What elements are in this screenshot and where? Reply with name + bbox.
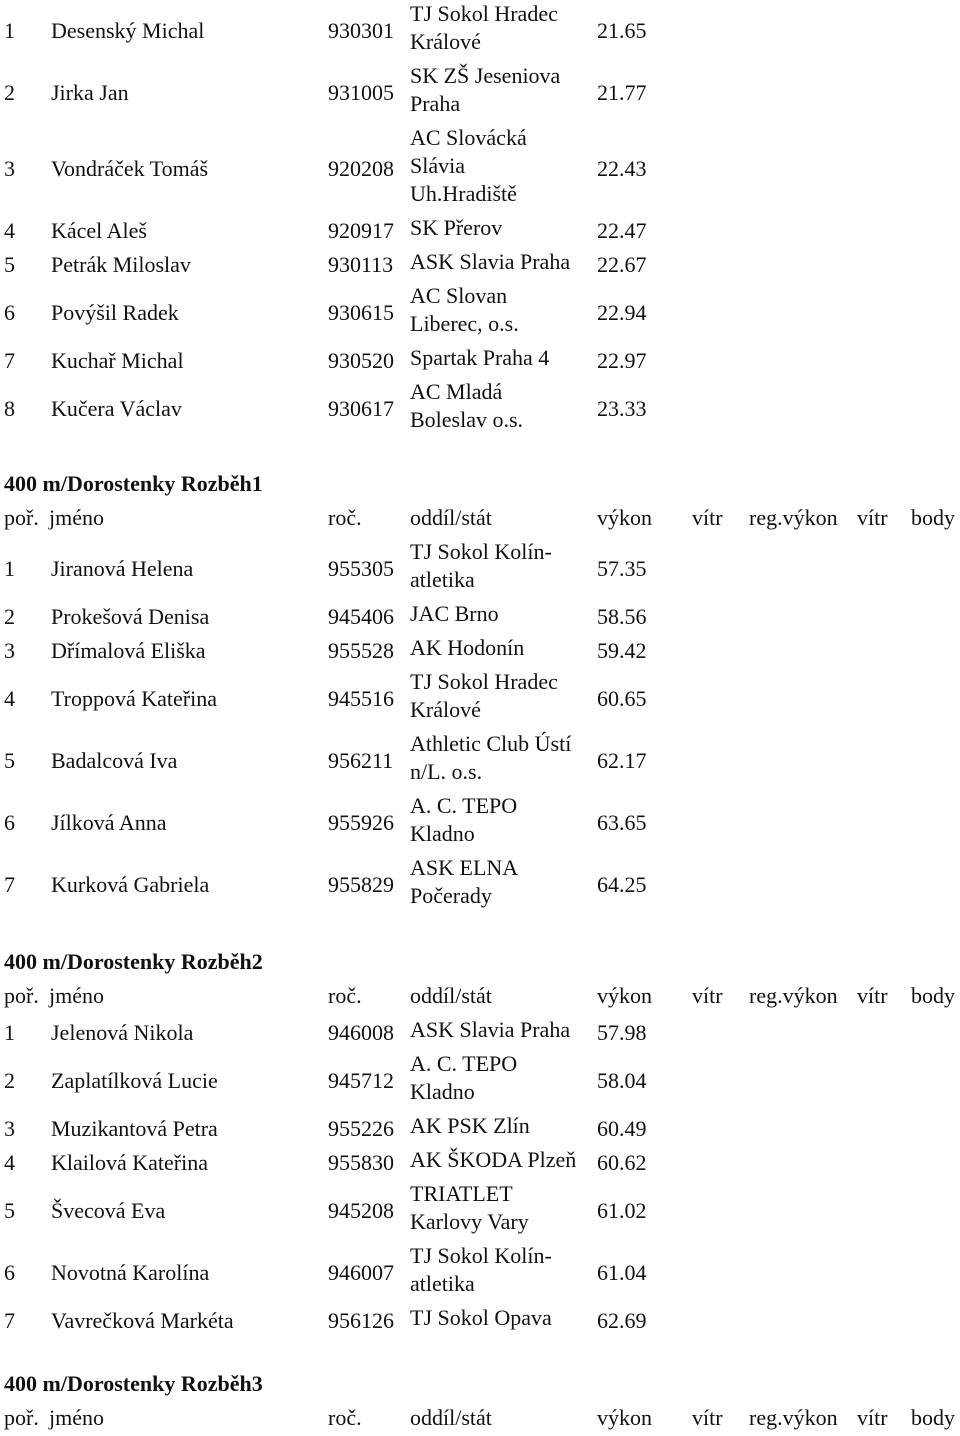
result-row — [0, 1242, 960, 1304]
club-line: Spartak Praha 4 — [410, 345, 550, 370]
club-line: TRIATLET — [410, 1181, 513, 1206]
result-time: 22.47 — [597, 218, 647, 243]
birth-code: 956211 — [328, 748, 394, 773]
club-name — [410, 344, 590, 372]
column-header-wind2: vítr — [857, 983, 888, 1008]
club-line: AK Hodonín — [410, 635, 525, 660]
club-line: Karlovy Vary — [410, 1209, 529, 1234]
column-header-pts: body — [911, 983, 955, 1008]
athlete-name: Klailová Kateřina — [51, 1150, 208, 1175]
column-header-year: roč. — [328, 505, 362, 530]
column-header-name: jméno — [49, 505, 104, 530]
result-time: 64.25 — [597, 872, 647, 897]
heat-title: 400 m/Dorostenky Rozběh1 — [4, 471, 263, 496]
result-row — [0, 538, 960, 600]
club-line: AK PSK Zlín — [410, 1113, 530, 1138]
position-cell: 2 — [4, 1068, 15, 1093]
birth-code: 955830 — [328, 1150, 394, 1175]
result-row — [0, 1304, 960, 1338]
table-header — [0, 1404, 960, 1432]
result-row — [0, 282, 960, 344]
result-row — [0, 1180, 960, 1242]
result-time: 57.98 — [597, 1020, 647, 1045]
athlete-name: Jílková Anna — [51, 810, 167, 835]
athlete-name: Badalcová Iva — [51, 748, 178, 773]
birth-code: 945208 — [328, 1198, 394, 1223]
position-cell: 1 — [4, 556, 15, 581]
position-cell: 5 — [4, 748, 15, 773]
club-line: n/L. o.s. — [410, 759, 483, 784]
birth-code: 945406 — [328, 604, 394, 629]
result-row — [0, 792, 960, 854]
club-line: A. C. TEPO — [410, 1051, 518, 1076]
column-header-wind2: vítr — [857, 505, 888, 530]
birth-code: 946008 — [328, 1020, 394, 1045]
athlete-name: Kácel Aleš — [51, 218, 147, 243]
athlete-name: Desenský Michal — [51, 18, 205, 43]
column-header-reg: reg.výkon — [749, 983, 838, 1008]
position-cell: 3 — [4, 638, 15, 663]
result-time: 58.56 — [597, 604, 647, 629]
birth-code: 930301 — [328, 18, 394, 43]
club-name — [410, 1112, 590, 1140]
birth-code: 930617 — [328, 396, 394, 421]
position-cell: 1 — [4, 18, 15, 43]
club-name — [410, 538, 590, 594]
club-name — [410, 1050, 590, 1106]
birth-code: 931005 — [328, 80, 394, 105]
column-header-club: oddíl/stát — [410, 983, 492, 1008]
club-name — [410, 0, 590, 56]
result-row — [0, 730, 960, 792]
column-header-pts: body — [911, 1405, 955, 1430]
position-cell: 7 — [4, 348, 15, 373]
club-line: JAC Brno — [410, 601, 499, 626]
column-header-perf: výkon — [597, 505, 652, 530]
club-name — [410, 634, 590, 662]
position-cell: 6 — [4, 1260, 15, 1285]
column-header-wind2: vítr — [857, 1405, 888, 1430]
athlete-name: Švecová Eva — [51, 1198, 166, 1223]
position-cell: 2 — [4, 604, 15, 629]
position-cell: 3 — [4, 156, 15, 181]
birth-code: 955829 — [328, 872, 394, 897]
club-name — [410, 1016, 590, 1044]
result-row — [0, 378, 960, 440]
position-cell: 2 — [4, 80, 15, 105]
athlete-name: Kurková Gabriela — [51, 872, 210, 897]
club-name — [410, 1180, 590, 1236]
club-line: AC Slovácká — [410, 125, 527, 150]
club-line: Kladno — [410, 1079, 475, 1104]
position-cell: 7 — [4, 872, 15, 897]
birth-code: 956126 — [328, 1308, 394, 1333]
position-cell: 7 — [4, 1308, 15, 1333]
birth-code: 955226 — [328, 1116, 394, 1141]
athlete-name: Jelenová Nikola — [51, 1020, 194, 1045]
result-row — [0, 0, 960, 62]
club-name — [410, 378, 590, 434]
column-header-wind: vítr — [692, 505, 723, 530]
result-time: 21.65 — [597, 18, 647, 43]
result-row — [0, 214, 960, 248]
club-name — [410, 730, 590, 786]
result-time: 60.49 — [597, 1116, 647, 1141]
athlete-name: Vavrečková Markéta — [51, 1308, 234, 1333]
result-row — [0, 1016, 960, 1050]
club-line: AC Slovan — [410, 283, 508, 308]
athlete-name: Jiranová Helena — [51, 556, 194, 581]
club-line: Liberec, o.s. — [410, 311, 519, 336]
heat-title: 400 m/Dorostenky Rozběh3 — [4, 1371, 263, 1396]
club-name — [410, 214, 590, 242]
club-line: AC Mladá — [410, 379, 503, 404]
club-name — [410, 282, 590, 338]
athlete-name: Zaplatílková Lucie — [51, 1068, 218, 1093]
athlete-name: Troppová Kateřina — [51, 686, 217, 711]
club-line: Kladno — [410, 821, 475, 846]
column-header-pos: poř. — [4, 983, 39, 1008]
athlete-name: Novotná Karolína — [51, 1260, 210, 1285]
position-cell: 5 — [4, 1198, 15, 1223]
result-time: 62.17 — [597, 748, 647, 773]
table-header — [0, 982, 960, 1010]
column-header-reg: reg.výkon — [749, 505, 838, 530]
result-row — [0, 124, 960, 214]
result-time: 57.35 — [597, 556, 647, 581]
result-time: 60.62 — [597, 1150, 647, 1175]
result-row — [0, 62, 960, 124]
result-row — [0, 668, 960, 730]
result-time: 22.43 — [597, 156, 647, 181]
result-row — [0, 600, 960, 634]
column-header-name: jméno — [49, 1405, 104, 1430]
club-line: Boleslav o.s. — [410, 407, 524, 432]
club-name — [410, 248, 590, 276]
club-name — [410, 668, 590, 724]
position-cell: 4 — [4, 686, 15, 711]
birth-code: 945516 — [328, 686, 394, 711]
position-cell: 4 — [4, 218, 15, 243]
birth-code: 946007 — [328, 1260, 394, 1285]
athlete-name: Vondráček Tomáš — [51, 156, 209, 181]
club-line: TJ Sokol Hradec — [410, 1, 558, 26]
column-header-club: oddíl/stát — [410, 1405, 492, 1430]
result-time: 21.77 — [597, 80, 647, 105]
athlete-name: Muzikantová Petra — [51, 1116, 218, 1141]
club-line: Králové — [410, 697, 481, 722]
position-cell: 6 — [4, 810, 15, 835]
column-header-reg: reg.výkon — [749, 1405, 838, 1430]
athlete-name: Kučera Václav — [51, 396, 182, 421]
birth-code: 920208 — [328, 156, 394, 181]
position-cell: 5 — [4, 252, 15, 277]
position-cell: 6 — [4, 300, 15, 325]
club-name — [410, 62, 590, 118]
column-header-pts: body — [911, 505, 955, 530]
column-header-perf: výkon — [597, 1405, 652, 1430]
club-name — [410, 1304, 590, 1332]
birth-code: 955528 — [328, 638, 394, 663]
result-row — [0, 344, 960, 378]
heat-title: 400 m/Dorostenky Rozběh2 — [4, 949, 263, 974]
table-header — [0, 504, 960, 532]
result-row — [0, 1112, 960, 1146]
column-header-wind: vítr — [692, 1405, 723, 1430]
club-line: Králové — [410, 29, 481, 54]
club-line: atletika — [410, 567, 475, 592]
club-line: A. C. TEPO — [410, 793, 518, 818]
club-line: Praha — [410, 91, 461, 116]
birth-code: 955926 — [328, 810, 394, 835]
result-time: 62.69 — [597, 1308, 647, 1333]
club-line: SK ZŠ Jeseniova — [410, 63, 561, 88]
club-line: ASK ELNA — [410, 855, 519, 880]
birth-code: 930615 — [328, 300, 394, 325]
club-name — [410, 600, 590, 628]
result-time: 23.33 — [597, 396, 647, 421]
club-line: TJ Sokol Hradec — [410, 669, 558, 694]
club-name — [410, 1242, 590, 1298]
club-line: atletika — [410, 1271, 475, 1296]
club-line: SK Přerov — [410, 215, 503, 240]
athlete-name: Povýšil Radek — [51, 300, 179, 325]
club-line: TJ Sokol Opava — [410, 1305, 552, 1330]
club-line: ASK Slavia Praha — [410, 249, 571, 274]
result-time: 22.94 — [597, 300, 647, 325]
column-header-name: jméno — [49, 983, 104, 1008]
result-row — [0, 248, 960, 282]
club-line: Uh.Hradiště — [410, 181, 517, 206]
athlete-name: Jirka Jan — [51, 80, 129, 105]
birth-code: 945712 — [328, 1068, 394, 1093]
club-line: Počerady — [410, 883, 492, 908]
result-time: 22.67 — [597, 252, 647, 277]
column-header-year: roč. — [328, 1405, 362, 1430]
athlete-name: Petrák Miloslav — [51, 252, 191, 277]
club-line: Athletic Club Ústí — [410, 731, 572, 756]
column-header-perf: výkon — [597, 983, 652, 1008]
athlete-name: Kuchař Michal — [51, 348, 184, 373]
birth-code: 955305 — [328, 556, 394, 581]
result-row — [0, 854, 960, 916]
club-name — [410, 1146, 590, 1174]
position-cell: 8 — [4, 396, 15, 421]
position-cell: 3 — [4, 1116, 15, 1141]
club-name — [410, 854, 590, 910]
club-line: TJ Sokol Kolín- — [410, 539, 552, 564]
result-row — [0, 1050, 960, 1112]
club-line: ASK Slavia Praha — [410, 1017, 571, 1042]
club-line: TJ Sokol Kolín- — [410, 1243, 552, 1268]
club-line: AK ŠKODA Plzeň — [410, 1147, 577, 1172]
birth-code: 930520 — [328, 348, 394, 373]
result-time: 59.42 — [597, 638, 647, 663]
column-header-year: roč. — [328, 983, 362, 1008]
column-header-pos: poř. — [4, 505, 39, 530]
result-time: 22.97 — [597, 348, 647, 373]
birth-code: 930113 — [328, 252, 394, 277]
column-header-club: oddíl/stát — [410, 505, 492, 530]
column-header-pos: poř. — [4, 1405, 39, 1430]
result-row — [0, 634, 960, 668]
result-time: 63.65 — [597, 810, 647, 835]
birth-code: 920917 — [328, 218, 394, 243]
club-line: Slávia — [410, 153, 465, 178]
club-name — [410, 124, 590, 208]
result-time: 61.02 — [597, 1198, 647, 1223]
column-header-wind: vítr — [692, 983, 723, 1008]
result-time: 58.04 — [597, 1068, 647, 1093]
position-cell: 1 — [4, 1020, 15, 1045]
result-time: 60.65 — [597, 686, 647, 711]
club-name — [410, 792, 590, 848]
athlete-name: Prokešová Denisa — [51, 604, 210, 629]
athlete-name: Dřímalová Eliška — [51, 638, 206, 663]
position-cell: 4 — [4, 1150, 15, 1175]
result-row — [0, 1146, 960, 1180]
result-time: 61.04 — [597, 1260, 647, 1285]
